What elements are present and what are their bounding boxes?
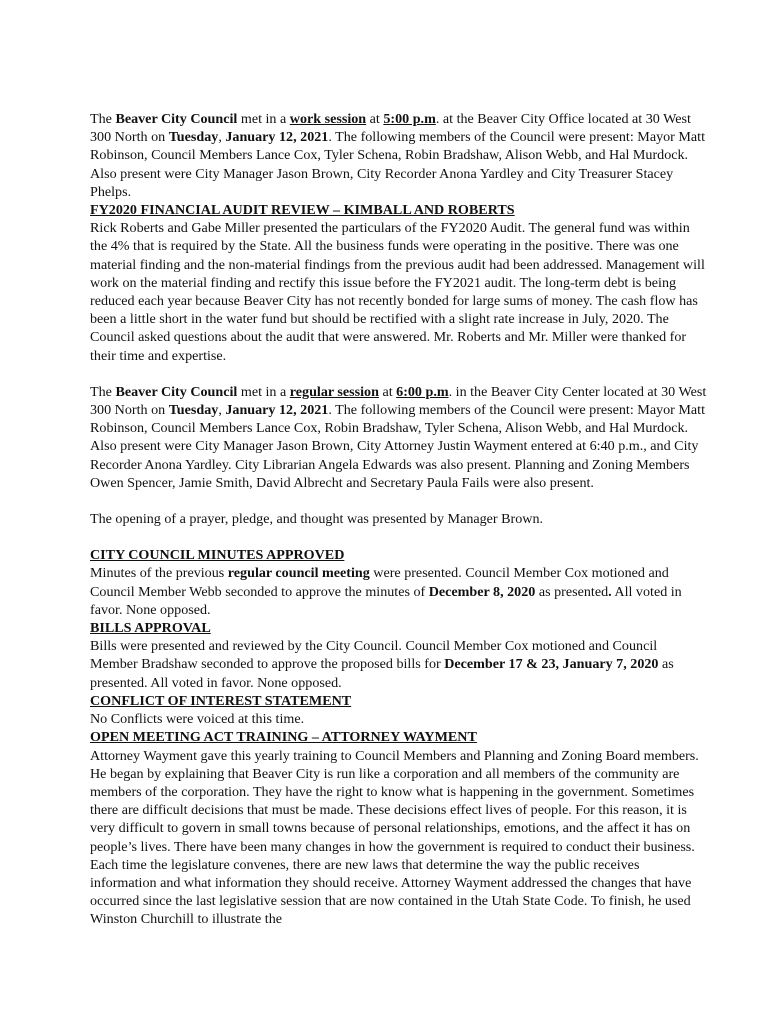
session-time: 5:00 p.m xyxy=(383,111,436,127)
bills-approval-heading: BILLS APPROVAL xyxy=(90,620,211,637)
minutes-approved-paragraph: Minutes of the previous regular council meeting were presented. Council Member Cox motioned and Council Member Webb seconded to approve the minutes of December 8, 2020 as presented. All voted in favor. None opposed. xyxy=(90,565,682,618)
meeting-day: Tuesday xyxy=(168,402,219,419)
conflict-of-interest-heading: CONFLICT OF INTEREST STATEMENT xyxy=(90,692,352,709)
audit-review-paragraph: Rick Roberts and Gabe Miller presented the particulars of the FY2020 Audit. The general fund was within the 4% that is required by the State. All the business funds were operating in the positive. There was one material finding and the non-material findings from the previous audit had been addressed. Management will work on the material finding and rectify this issue before the FY2021 audit. The long-term debt is being reduced each year because Beaver City has not recently bonded for large sums of money. The cash flow has been a little short in the water fund but should be rectified with a slight rate increase in July, 2020. The Council asked questions about the audit that were answered. Mr. Roberts and Mr. Miller were thanked for their time and expertise. xyxy=(90,220,705,364)
conflict-of-interest-paragraph: No Conflicts were voiced at this time. xyxy=(90,711,305,728)
minutes-approved-heading: CITY COUNCIL MINUTES APPROVED xyxy=(90,547,345,564)
meeting-date: January 12, 2021 xyxy=(225,129,329,146)
session-type: regular session xyxy=(289,383,379,400)
bills-approval-paragraph: Bills were presented and reviewed by the City Council. Council Member Cox motioned and Council Member Bradshaw seconded to approve the proposed bills for December 17 & 23, January 7, 2020 as presented. All voted in favor. None opposed. xyxy=(90,638,674,691)
work-session-paragraph: The Beaver City Council met in a work session at 5:00 p.m. at the Beaver City Office located at 30 West 300 North on Tuesday, January 12, 2021. The following members of the Council were present: Mayor Matt Robinson, Council Members Lance Cox, Tyler Schena, Robin Bradshaw, Alison Webb, and Hal Murdock. Also present were City Manager Jason Brown, City Recorder Anona Yardley and City Treasurer Stacey Phelps. xyxy=(90,111,706,200)
council-name: Beaver City Council xyxy=(115,111,238,127)
regular-session-paragraph: The Beaver City Council met in a regular session at 6:00 p.m. in the Beaver City Center located at 30 West 300 North on Tuesday, January 12, 2021. The following members of the Council were present: Mayor Matt Robinson, Council Members Lance Cox, Robin Bradshaw, Tyler Schena, Alison Webb, and Hal Murdock. Also present were City Manager Jason Brown, City Attorney Justin Wayment entered at 6:40 p.m., and City Recorder Anona Yardley. City Librarian Angela Edwards was also present. Planning and Zoning Members Owen Spencer, Jamie Smith, David Albrecht and Secretary Paula Fails were also present. xyxy=(90,383,707,491)
meeting-day: Tuesday xyxy=(168,129,219,146)
meeting-date: January 12, 2021 xyxy=(225,402,329,419)
session-type: work session xyxy=(289,111,367,127)
session-time: 6:00 p.m xyxy=(396,383,449,400)
open-meeting-training-paragraph: Attorney Wayment gave this yearly training to Council Members and Planning and Zoning Board members. He began by explaining that Beaver City is run like a corporation and all members of the community are members of the corporation. They have the right to know what is happening in the government. Sometimes there are difficult decisions that must be made. These decisions effect lives of people. For this reason, it is very difficult to govern in small towns because of personal relationships, emotions, and the affect it has on people’s lives. There have been many changes in how the government is required to conduct their business. Each time the legislature convenes, there are new laws that determine the way the public receives information and what information they should receive. Attorney Wayment addressed the changes that have occurred since the last legislative session that are now contained in the Utah State Code. To finish, he used Winston Churchill to illustrate the xyxy=(90,747,699,928)
council-name: Beaver City Council xyxy=(115,383,238,400)
open-meeting-training-heading: OPEN MEETING ACT TRAINING – ATTORNEY WAYMENT xyxy=(90,729,477,746)
opening-paragraph: The opening of a prayer, pledge, and thought was presented by Manager Brown. xyxy=(90,511,544,528)
audit-review-heading: FY2020 FINANCIAL AUDIT REVIEW – KIMBALL AND ROBERTS xyxy=(90,202,515,219)
